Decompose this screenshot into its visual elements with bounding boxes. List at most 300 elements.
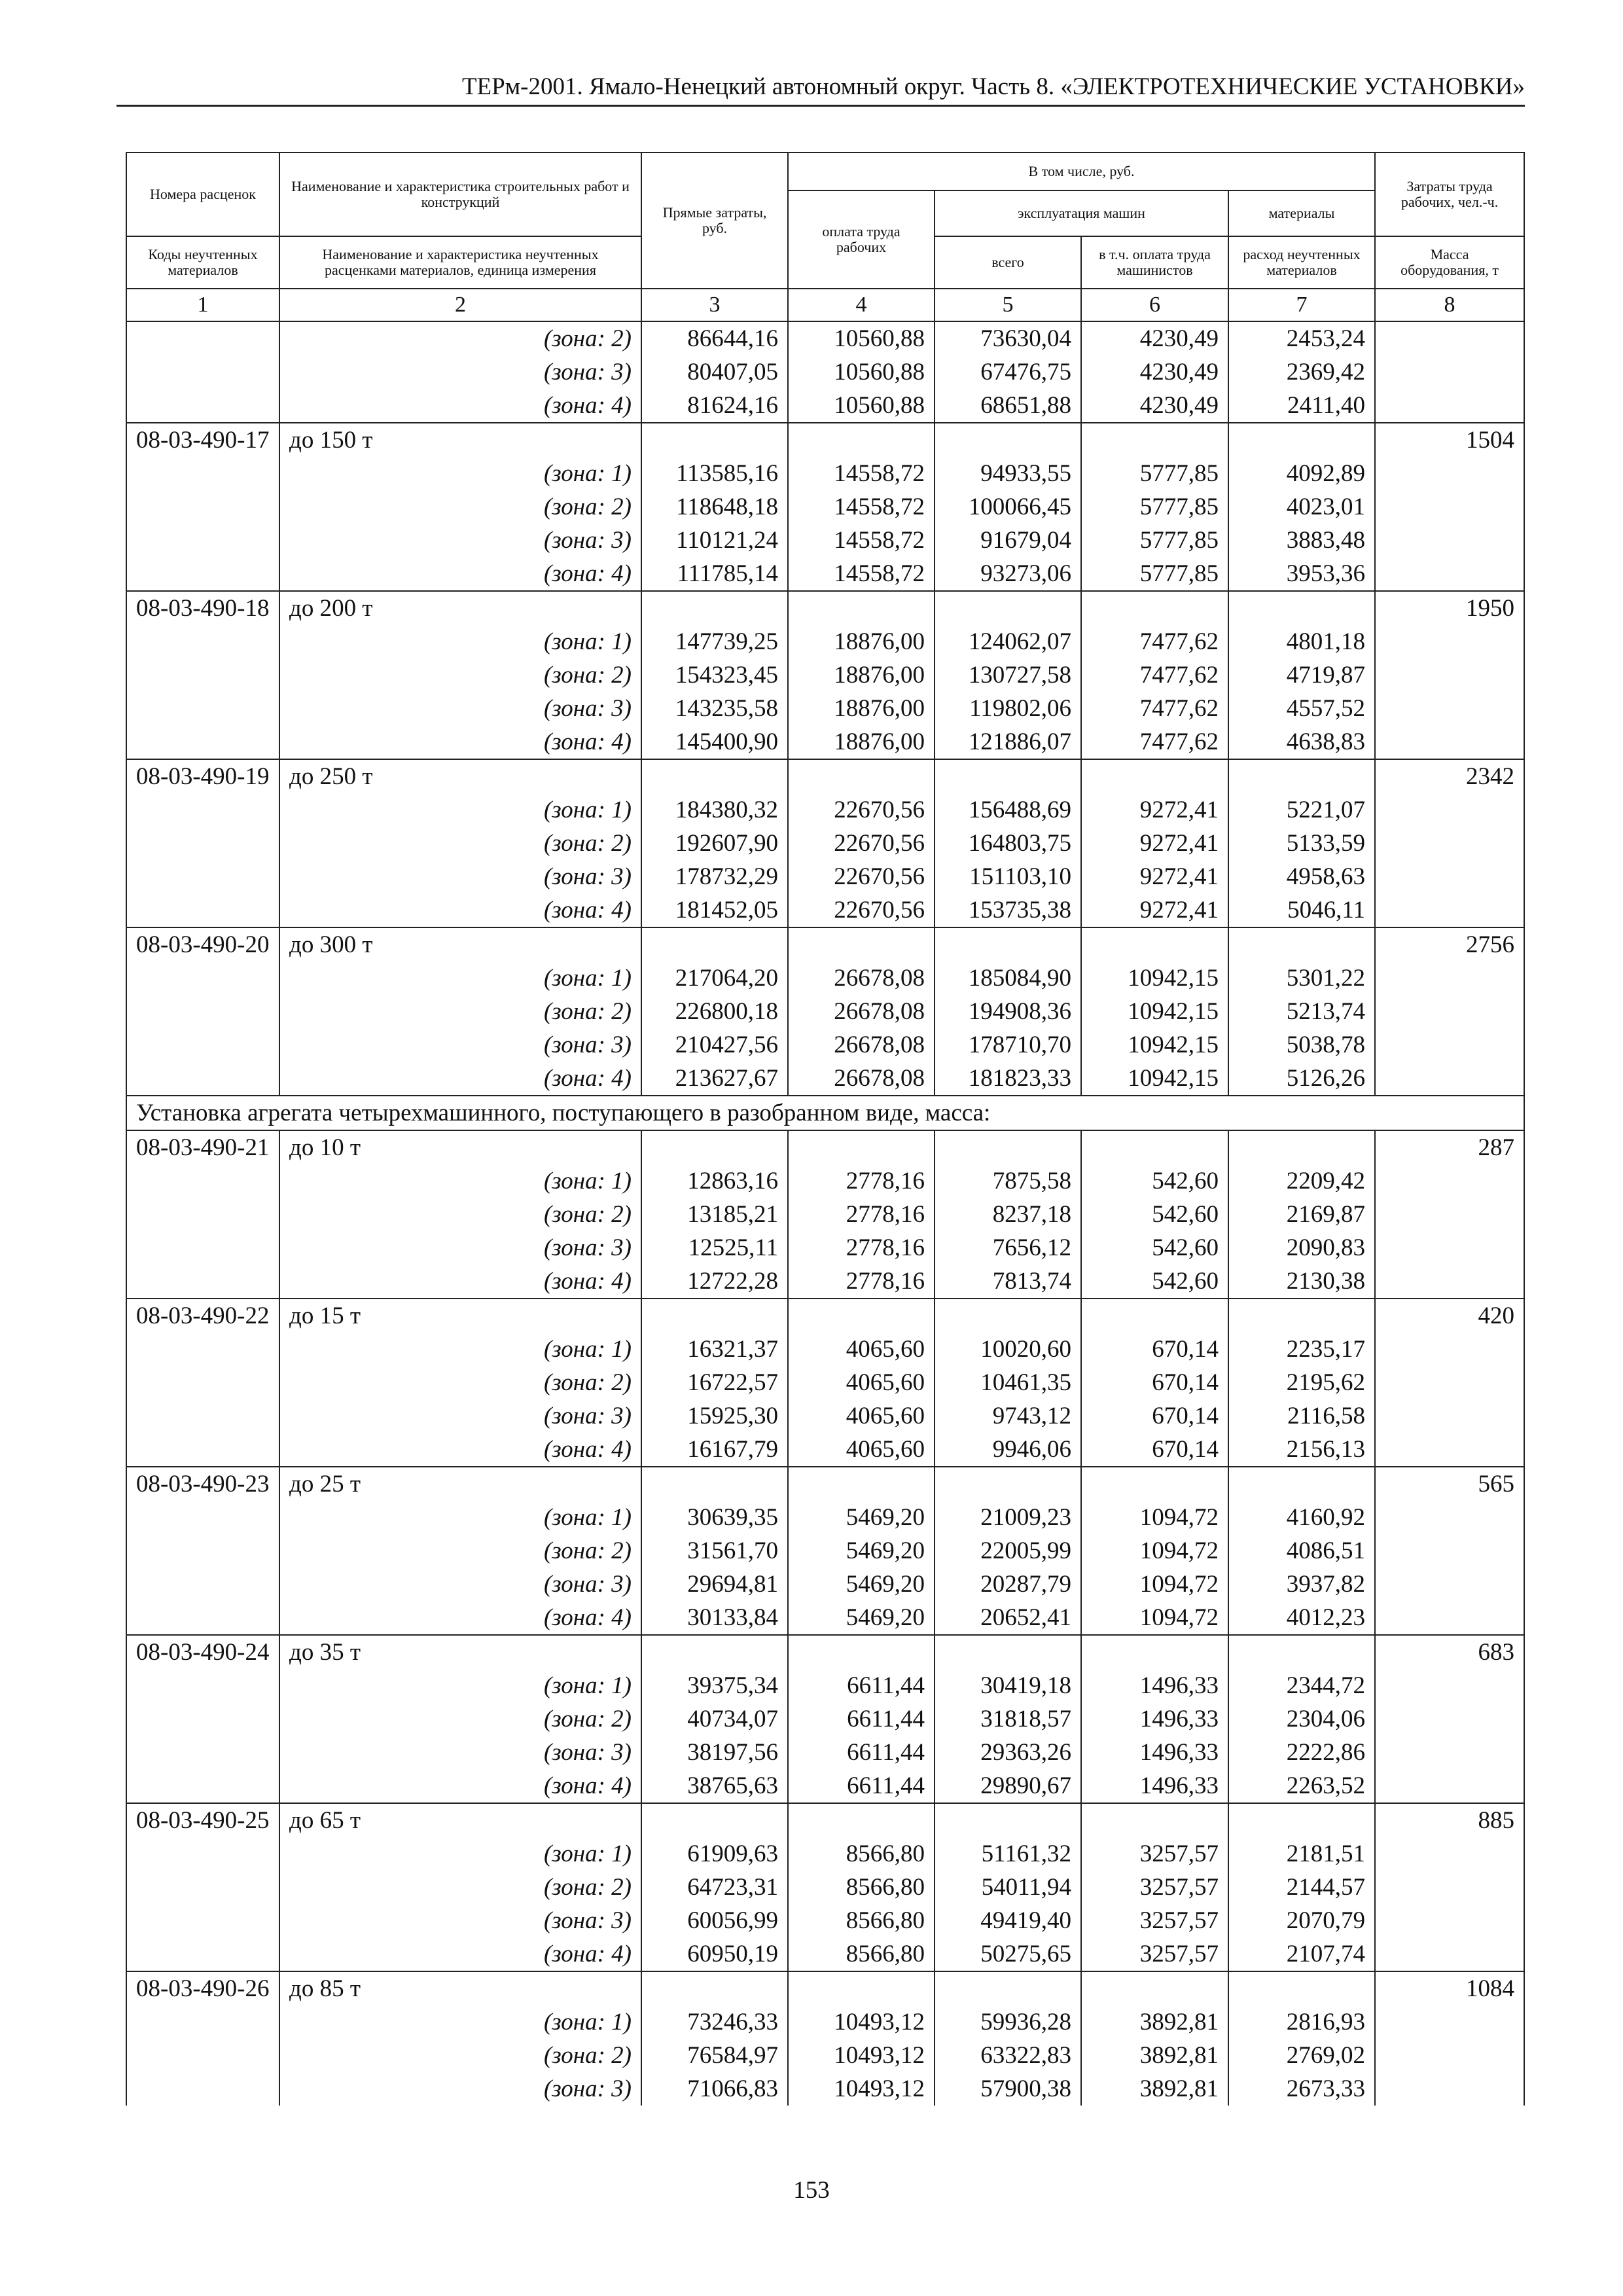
materials-value: 2263,52 (1228, 1769, 1375, 1803)
direct-costs-value: 217064,20 (641, 961, 788, 995)
zone-row (126, 1904, 1524, 1937)
zone-label: (зона: 2) (279, 827, 641, 860)
empty-cell (1375, 1399, 1524, 1433)
empty-cell (935, 1971, 1081, 2005)
zone-row (126, 1028, 1524, 1062)
machines-total-value: 181823,33 (935, 1062, 1081, 1096)
empty-cell (1375, 1871, 1524, 1904)
machinists-pay-value: 5777,85 (1081, 490, 1228, 524)
machines-total-value: 93273,06 (935, 557, 1081, 591)
empty-cell (126, 1669, 279, 1702)
empty-cell (126, 389, 279, 423)
machinists-pay-value: 4230,49 (1081, 321, 1228, 355)
machines-total-value: 10020,60 (935, 1333, 1081, 1366)
labor-pay-value: 14558,72 (788, 524, 935, 557)
materials-value: 2222,86 (1228, 1736, 1375, 1769)
rate-code: 08-03-490-21 (126, 1130, 279, 1164)
empty-cell (641, 1803, 788, 1837)
page-number: 153 (793, 2177, 830, 2204)
machines-total-value: 153735,38 (935, 893, 1081, 927)
machinists-pay-value: 542,60 (1081, 1198, 1228, 1231)
direct-costs-value: 111785,14 (641, 557, 788, 591)
empty-cell (126, 1736, 279, 1769)
zone-row (126, 995, 1524, 1028)
labor-pay-value: 10493,12 (788, 2072, 935, 2106)
machinists-pay-value: 9272,41 (1081, 860, 1228, 893)
rate-header-row (126, 1803, 1524, 1837)
price-table (126, 152, 1525, 2106)
zone-row (126, 1265, 1524, 1299)
rate-name: до 250 т (279, 759, 641, 793)
machines-total-value: 20287,79 (935, 1568, 1081, 1601)
direct-costs-value: 13185,21 (641, 1198, 788, 1231)
empty-cell (126, 1198, 279, 1231)
empty-cell (1375, 1568, 1524, 1601)
materials-value: 4638,83 (1228, 725, 1375, 759)
empty-cell (126, 793, 279, 827)
labor-pay-value: 22670,56 (788, 793, 935, 827)
zone-row (126, 961, 1524, 995)
empty-cell (126, 1231, 279, 1265)
zone-label: (зона: 2) (279, 1534, 641, 1568)
empty-cell (1375, 1062, 1524, 1096)
labor-pay-value: 4065,60 (788, 1333, 935, 1366)
labor-pay-value: 4065,60 (788, 1433, 935, 1467)
labor-pay-value: 22670,56 (788, 893, 935, 927)
machines-total-value: 68651,88 (935, 389, 1081, 423)
zone-row (126, 389, 1524, 423)
machines-total-value: 50275,65 (935, 1937, 1081, 1971)
zone-row (126, 692, 1524, 725)
direct-costs-value: 38765,63 (641, 1769, 788, 1803)
section-title: Установка агрегата четырехмашинного, поступающего в разобранном виде, масса: (126, 1096, 1524, 1130)
rate-code: 08-03-490-22 (126, 1299, 279, 1333)
empty-cell (788, 927, 935, 961)
empty-cell (126, 1769, 279, 1803)
rate-code: 08-03-490-20 (126, 927, 279, 961)
column-number: 6 (1081, 289, 1228, 321)
rate-header-row (126, 591, 1524, 625)
empty-cell (1375, 389, 1524, 423)
materials-value: 2169,87 (1228, 1198, 1375, 1231)
direct-costs-value: 30639,35 (641, 1501, 788, 1534)
zone-label: (зона: 1) (279, 793, 641, 827)
mass-value: 1084 (1375, 1971, 1524, 2005)
direct-costs-value: 81624,16 (641, 389, 788, 423)
empty-cell (1375, 1837, 1524, 1871)
zone-row (126, 658, 1524, 692)
materials-value: 2130,38 (1228, 1265, 1375, 1299)
labor-pay-value: 26678,08 (788, 995, 935, 1028)
zone-label: (зона: 1) (279, 1837, 641, 1871)
materials-value: 2235,17 (1228, 1333, 1375, 1366)
col6-header: в т.ч. оплата труда машинистов (1081, 236, 1228, 289)
machinists-pay-value: 3892,81 (1081, 2039, 1228, 2072)
materials-value: 4719,87 (1228, 658, 1375, 692)
direct-costs-value: 40734,07 (641, 1702, 788, 1736)
column-number: 3 (641, 289, 788, 321)
empty-cell (1228, 1299, 1375, 1333)
zone-label: (зона: 2) (279, 2039, 641, 2072)
machines-total-value: 63322,83 (935, 2039, 1081, 2072)
materials-value: 2673,33 (1228, 2072, 1375, 2106)
machines-total-value: 9743,12 (935, 1399, 1081, 1433)
col4-header: оплата труда рабочих (788, 190, 935, 289)
machinists-pay-value: 1496,33 (1081, 1769, 1228, 1803)
materials-value: 4160,92 (1228, 1501, 1375, 1534)
col5-header: всего (935, 236, 1081, 289)
column-number: 1 (126, 289, 279, 321)
labor-pay-value: 5469,20 (788, 1534, 935, 1568)
direct-costs-value: 12863,16 (641, 1164, 788, 1198)
machines-total-value: 164803,75 (935, 827, 1081, 860)
zone-label: (зона: 2) (279, 658, 641, 692)
direct-costs-value: 184380,32 (641, 793, 788, 827)
empty-cell (1375, 827, 1524, 860)
empty-cell (641, 759, 788, 793)
empty-cell (935, 927, 1081, 961)
zone-label: (зона: 3) (279, 692, 641, 725)
machinists-pay-value: 3257,57 (1081, 1871, 1228, 1904)
machines-total-value: 29890,67 (935, 1769, 1081, 1803)
table-body (126, 321, 1524, 2106)
zone-row (126, 793, 1524, 827)
empty-cell (126, 1164, 279, 1198)
machinists-pay-value: 1496,33 (1081, 1702, 1228, 1736)
direct-costs-value: 73246,33 (641, 2005, 788, 2039)
zone-label: (зона: 3) (279, 1231, 641, 1265)
rate-name: до 25 т (279, 1467, 641, 1501)
mass-value: 287 (1375, 1130, 1524, 1164)
machinists-pay-value: 10942,15 (1081, 961, 1228, 995)
empty-cell (126, 457, 279, 490)
zone-row (126, 2005, 1524, 2039)
direct-costs-value: 39375,34 (641, 1669, 788, 1702)
machines-total-value: 9946,06 (935, 1433, 1081, 1467)
col8-top-header: Затраты труда рабочих, чел.-ч. (1375, 152, 1524, 236)
zone-row (126, 321, 1524, 355)
zone-label: (зона: 3) (279, 1568, 641, 1601)
empty-cell (1375, 1028, 1524, 1062)
labor-pay-value: 5469,20 (788, 1568, 935, 1601)
zone-row (126, 1399, 1524, 1433)
empty-cell (126, 625, 279, 658)
col1-bottom-header: Коды неучтенных материалов (126, 236, 279, 289)
labor-pay-value: 14558,72 (788, 457, 935, 490)
materials-value: 4086,51 (1228, 1534, 1375, 1568)
labor-pay-value: 18876,00 (788, 725, 935, 759)
materials-value: 3937,82 (1228, 1568, 1375, 1601)
direct-costs-value: 80407,05 (641, 355, 788, 389)
empty-cell (1375, 1265, 1524, 1299)
labor-pay-value: 6611,44 (788, 1669, 935, 1702)
labor-pay-value: 2778,16 (788, 1164, 935, 1198)
empty-cell (935, 591, 1081, 625)
empty-cell (1081, 423, 1228, 457)
machines-total-value: 178710,70 (935, 1028, 1081, 1062)
labor-pay-value: 10493,12 (788, 2005, 935, 2039)
direct-costs-value: 118648,18 (641, 490, 788, 524)
zone-row (126, 860, 1524, 893)
machinists-pay-value: 1094,72 (1081, 1501, 1228, 1534)
labor-pay-value: 2778,16 (788, 1231, 935, 1265)
materials-value: 2769,02 (1228, 2039, 1375, 2072)
direct-costs-value: 16722,57 (641, 1366, 788, 1399)
zone-label: (зона: 3) (279, 355, 641, 389)
labor-pay-value: 22670,56 (788, 860, 935, 893)
labor-pay-value: 6611,44 (788, 1736, 935, 1769)
rate-code: 08-03-490-19 (126, 759, 279, 793)
rate-header-row (126, 759, 1524, 793)
empty-cell (641, 1971, 788, 2005)
empty-cell (935, 423, 1081, 457)
machines-total-value: 151103,10 (935, 860, 1081, 893)
machinists-pay-value: 670,14 (1081, 1433, 1228, 1467)
machinists-pay-value: 9272,41 (1081, 893, 1228, 927)
machines-total-value: 51161,32 (935, 1837, 1081, 1871)
empty-cell (126, 2072, 279, 2106)
zone-row (126, 1601, 1524, 1635)
empty-cell (1375, 1904, 1524, 1937)
empty-cell (126, 1904, 279, 1937)
empty-cell (1375, 355, 1524, 389)
labor-pay-value: 4065,60 (788, 1366, 935, 1399)
empty-cell (126, 1837, 279, 1871)
empty-cell (788, 1299, 935, 1333)
empty-cell (1375, 490, 1524, 524)
materials-value: 2209,42 (1228, 1164, 1375, 1198)
empty-cell (126, 1333, 279, 1366)
rate-name: до 300 т (279, 927, 641, 961)
col7-header: расход неучтенных материалов (1228, 236, 1375, 289)
materials-value: 2344,72 (1228, 1669, 1375, 1702)
direct-costs-value: 29694,81 (641, 1568, 788, 1601)
running-header (116, 72, 1525, 107)
zone-label: (зона: 3) (279, 1028, 641, 1062)
materials-value: 2090,83 (1228, 1231, 1375, 1265)
machinists-pay-value: 10942,15 (1081, 995, 1228, 1028)
direct-costs-value: 15925,30 (641, 1399, 788, 1433)
mass-value: 2756 (1375, 927, 1524, 961)
zone-label: (зона: 2) (279, 490, 641, 524)
zone-row (126, 1366, 1524, 1399)
zone-row (126, 1937, 1524, 1971)
header-title: ТЕРм-2001. Ямало-Ненецкий автономный округ. Часть 8. «ЭЛЕКТРОТЕХНИЧЕСКИЕ УСТАНОВКИ» (461, 73, 1525, 100)
empty-cell (126, 355, 279, 389)
empty-cell (126, 2039, 279, 2072)
zone-label: (зона: 1) (279, 1333, 641, 1366)
direct-costs-value: 31561,70 (641, 1534, 788, 1568)
empty-cell (1081, 1467, 1228, 1501)
direct-costs-value: 86644,16 (641, 321, 788, 355)
empty-cell (641, 927, 788, 961)
direct-costs-value: 12722,28 (641, 1265, 788, 1299)
direct-costs-value: 61909,63 (641, 1837, 788, 1871)
empty-cell (1375, 1433, 1524, 1467)
zone-row (126, 1231, 1524, 1265)
labor-pay-value: 14558,72 (788, 557, 935, 591)
mass-value: 885 (1375, 1803, 1524, 1837)
machinists-pay-value: 1094,72 (1081, 1534, 1228, 1568)
zone-row (126, 1164, 1524, 1198)
direct-costs-value: 60950,19 (641, 1937, 788, 1971)
empty-cell (1081, 591, 1228, 625)
materials-value: 4557,52 (1228, 692, 1375, 725)
direct-costs-value: 147739,25 (641, 625, 788, 658)
materials-value: 2107,74 (1228, 1937, 1375, 1971)
machines-total-value: 22005,99 (935, 1534, 1081, 1568)
empty-cell (1375, 1164, 1524, 1198)
zone-row (126, 625, 1524, 658)
zone-label: (зона: 1) (279, 961, 641, 995)
materials-value: 5126,26 (1228, 1062, 1375, 1096)
zone-label: (зона: 3) (279, 1736, 641, 1769)
labor-pay-value: 26678,08 (788, 961, 935, 995)
zone-row (126, 1669, 1524, 1702)
empty-cell (641, 1635, 788, 1669)
empty-cell (1228, 423, 1375, 457)
direct-costs-value: 64723,31 (641, 1871, 788, 1904)
empty-cell (1375, 1769, 1524, 1803)
mass-value: 2342 (1375, 759, 1524, 793)
materials-value: 4023,01 (1228, 490, 1375, 524)
labor-pay-value: 26678,08 (788, 1028, 935, 1062)
empty-cell (126, 1568, 279, 1601)
machinists-pay-value: 542,60 (1081, 1164, 1228, 1198)
machinists-pay-value: 9272,41 (1081, 793, 1228, 827)
zone-row (126, 1702, 1524, 1736)
empty-cell (1081, 759, 1228, 793)
labor-pay-value: 18876,00 (788, 658, 935, 692)
rate-code: 08-03-490-18 (126, 591, 279, 625)
empty-cell (788, 1130, 935, 1164)
machines-total-value: 29363,26 (935, 1736, 1081, 1769)
direct-costs-value: 192607,90 (641, 827, 788, 860)
direct-costs-value: 12525,11 (641, 1231, 788, 1265)
direct-costs-value: 110121,24 (641, 524, 788, 557)
empty-cell (126, 827, 279, 860)
empty-cell (935, 759, 1081, 793)
empty-cell (126, 1937, 279, 1971)
machines-total-value: 100066,45 (935, 490, 1081, 524)
materials-value: 2116,58 (1228, 1399, 1375, 1433)
empty-cell (1375, 457, 1524, 490)
empty-cell (788, 1971, 935, 2005)
labor-pay-value: 8566,80 (788, 1871, 935, 1904)
empty-cell (1375, 1366, 1524, 1399)
machinists-pay-value: 7477,62 (1081, 658, 1228, 692)
empty-cell (935, 1467, 1081, 1501)
zone-label: (зона: 3) (279, 2072, 641, 2106)
mass-value: 1504 (1375, 423, 1524, 457)
zone-label: (зона: 4) (279, 893, 641, 927)
direct-costs-value: 16167,79 (641, 1433, 788, 1467)
direct-costs-value: 213627,67 (641, 1062, 788, 1096)
direct-costs-value: 210427,56 (641, 1028, 788, 1062)
rate-code: 08-03-490-23 (126, 1467, 279, 1501)
materials-value: 5221,07 (1228, 793, 1375, 827)
empty-cell (1375, 2039, 1524, 2072)
empty-cell (126, 321, 279, 355)
empty-cell (1375, 995, 1524, 1028)
empty-cell (1228, 759, 1375, 793)
zone-row (126, 1534, 1524, 1568)
materials-value: 4801,18 (1228, 625, 1375, 658)
direct-costs-value: 113585,16 (641, 457, 788, 490)
col3-header: Прямые затраты, руб. (641, 152, 788, 289)
machinists-pay-value: 9272,41 (1081, 827, 1228, 860)
mass-value: 683 (1375, 1635, 1524, 1669)
empty-cell (935, 1803, 1081, 1837)
rate-name: до 10 т (279, 1130, 641, 1164)
empty-cell (1375, 1937, 1524, 1971)
direct-costs-value: 16321,37 (641, 1333, 788, 1366)
machines-total-value: 121886,07 (935, 725, 1081, 759)
rate-header-row (126, 1130, 1524, 1164)
materials-value: 4012,23 (1228, 1601, 1375, 1635)
empty-cell (1375, 1534, 1524, 1568)
zone-label: (зона: 4) (279, 557, 641, 591)
machinists-pay-value: 3892,81 (1081, 2005, 1228, 2039)
empty-cell (1375, 557, 1524, 591)
materials-value: 2070,79 (1228, 1904, 1375, 1937)
column-number: 8 (1375, 289, 1524, 321)
zone-label: (зона: 1) (279, 2005, 641, 2039)
empty-cell (1375, 658, 1524, 692)
empty-cell (1375, 893, 1524, 927)
in-total-header: В том числе, руб. (788, 152, 1375, 190)
empty-cell (1375, 725, 1524, 759)
empty-cell (126, 2005, 279, 2039)
machines-total-value: 7656,12 (935, 1231, 1081, 1265)
table-header (126, 152, 1524, 321)
machines-total-value: 8237,18 (935, 1198, 1081, 1231)
zone-label: (зона: 2) (279, 995, 641, 1028)
empty-cell (1375, 692, 1524, 725)
materials-value: 4958,63 (1228, 860, 1375, 893)
materials-value: 2816,93 (1228, 2005, 1375, 2039)
materials-value: 2453,24 (1228, 321, 1375, 355)
empty-cell (788, 759, 935, 793)
direct-costs-value: 76584,97 (641, 2039, 788, 2072)
empty-cell (1228, 1130, 1375, 1164)
empty-cell (1375, 1736, 1524, 1769)
machinists-pay-value: 1496,33 (1081, 1736, 1228, 1769)
empty-cell (126, 692, 279, 725)
zone-label: (зона: 1) (279, 1164, 641, 1198)
machines-total-value: 49419,40 (935, 1904, 1081, 1937)
machines-header: эксплуатация машин (935, 190, 1228, 236)
materials-value: 5046,11 (1228, 893, 1375, 927)
zone-row (126, 2039, 1524, 2072)
machines-total-value: 119802,06 (935, 692, 1081, 725)
zone-label: (зона: 4) (279, 1062, 641, 1096)
empty-cell (641, 1467, 788, 1501)
empty-cell (935, 1299, 1081, 1333)
labor-pay-value: 2778,16 (788, 1198, 935, 1231)
machines-total-value: 59936,28 (935, 2005, 1081, 2039)
machines-total-value: 10461,35 (935, 1366, 1081, 1399)
empty-cell (126, 1433, 279, 1467)
materials-value: 2156,13 (1228, 1433, 1375, 1467)
labor-pay-value: 4065,60 (788, 1399, 935, 1433)
rate-header-row (126, 1971, 1524, 2005)
rate-name: до 65 т (279, 1803, 641, 1837)
materials-value: 2411,40 (1228, 389, 1375, 423)
direct-costs-value: 178732,29 (641, 860, 788, 893)
zone-label: (зона: 2) (279, 321, 641, 355)
machinists-pay-value: 5777,85 (1081, 457, 1228, 490)
